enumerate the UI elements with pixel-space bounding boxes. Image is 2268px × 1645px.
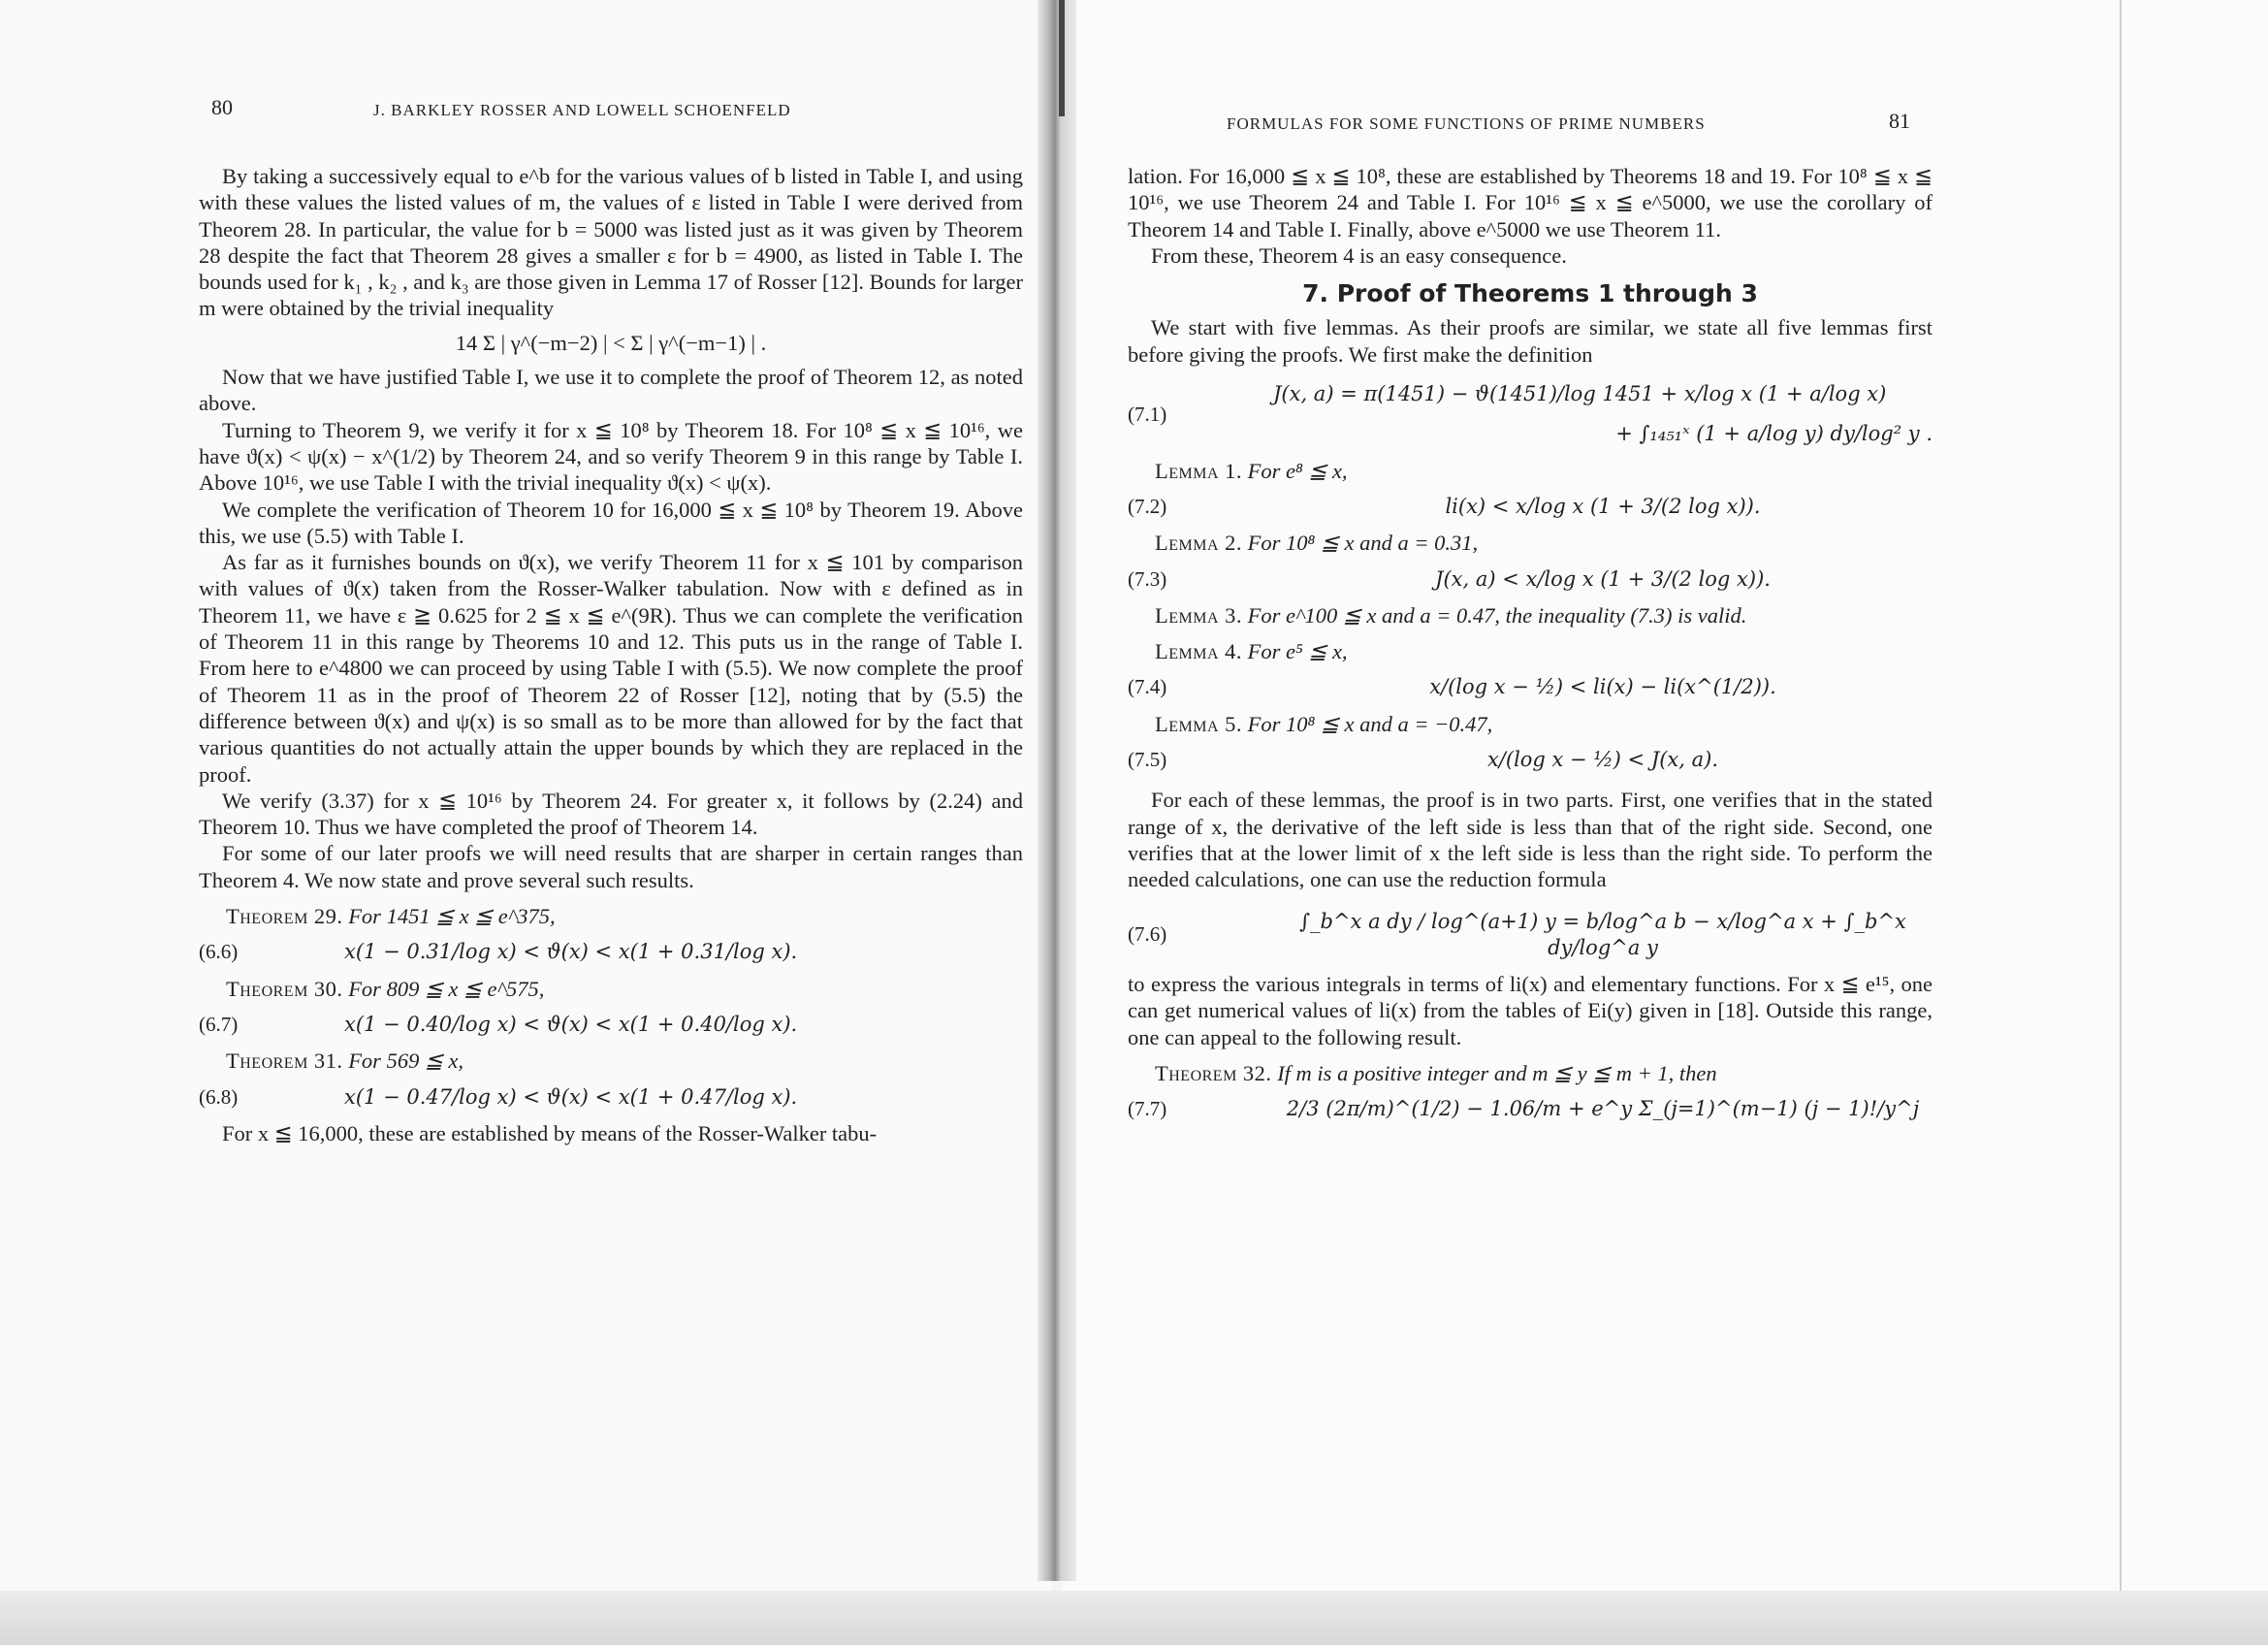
- lemma-hypothesis: For e⁵ ≦ x,: [1247, 639, 1348, 664]
- theorem-30: [226, 976, 1023, 1002]
- equation-number: (7.6): [1128, 922, 1167, 947]
- equation-body: li(x) < x/log x (1 + 3/(2 log x)).: [1445, 494, 1761, 518]
- theorem-hypothesis: For 1451 ≦ x ≦ e^375,: [348, 904, 556, 929]
- equation-number: (7.4): [1128, 675, 1167, 699]
- equation-line: J(x, a) = π(1451) − ϑ(1451)/log 1451 + x/log x (1 + a/log x): [1273, 382, 1887, 406]
- right-text-column: [1128, 163, 1933, 1133]
- equation-body: ∫_b^x a dy / log^(a+1) y = b/log^a b − x/log^a x + ∫_b^x dy/log^a y: [1299, 909, 1906, 959]
- equation-7-3: [1128, 566, 1933, 593]
- paragraph: For some of our later proofs we will need results that are sharper in certain ranges than Theorem 4. We now state and prove several such results.: [199, 841, 1023, 892]
- equation-number: (6.8): [199, 1084, 239, 1109]
- theorem-29: [226, 903, 1023, 929]
- theorem-31: [226, 1048, 1023, 1074]
- theorem-hypothesis: If m is a positive integer and m ≦ y ≦ m + 1, then: [1277, 1061, 1717, 1086]
- paragraph: For each of these lemmas, the proof is in two parts. First, one verifies that in the stated range of x, the derivative of the left side is less than that of the right side. Second, one verifies that at the lower limit of x the left side is less than the right side. To perform the needed calculations, one can use the reduction formula: [1128, 788, 1933, 892]
- equation-body: x(1 − 0.40/log x) < ϑ(x) < x(1 + 0.40/log x).: [344, 1012, 798, 1036]
- equation-number: (7.1): [1128, 402, 1167, 426]
- theorem-label: Theorem 31.: [226, 1048, 343, 1074]
- paragraph: For x ≦ 16,000, these are established by means of the Rosser-Walker tabu-: [222, 1120, 878, 1145]
- paragraph: We complete the verification of Theorem 10 for 16,000 ≦ x ≦ 10⁸ by Theorem 19. Above this, we use (5.5) with Table I.: [199, 497, 1023, 548]
- lemma-hypothesis: For 10⁸ ≦ x and a = 0.31,: [1247, 531, 1479, 556]
- theorem-label: Theorem 32.: [1155, 1061, 1272, 1086]
- gutter-shadow: [1059, 0, 1065, 116]
- lemma-label: Lemma 1.: [1155, 458, 1243, 483]
- lemma-4: [1155, 638, 1933, 664]
- equation-number: (7.7): [1128, 1097, 1167, 1121]
- equation-body: 2/3 (2π/m)^(1/2) − 1.06/m + e^y Σ_(j=1)^(m−1) (j − 1)!/y^j: [1286, 1097, 1920, 1121]
- equation-number: (6.7): [199, 1012, 239, 1036]
- equation-line: + ∫₁₄₅₁ˣ (1 + a/log y) dy/log² y .: [1615, 422, 1933, 446]
- paragraph: Turning to Theorem 9, we verify it for x ≦ 10⁸ by Theorem 18. For 10⁸ ≦ x ≦ 10¹⁶, we have ϑ(x) < ψ(x) − x^(1/2) by Theorem 24, and so verify Theorem 9 in this range by Table I. Above 10¹⁶, we use Table I with the trivial inequality ϑ(x) < ψ(x).: [199, 417, 1023, 496]
- lemma-1: [1155, 458, 1933, 484]
- equation-7-4: [1128, 674, 1933, 700]
- lemma-hypothesis: For e⁸ ≦ x,: [1247, 458, 1348, 483]
- theorem-hypothesis: For 569 ≦ x,: [348, 1048, 464, 1074]
- lemma-label: Lemma 4.: [1155, 639, 1243, 664]
- equation-body: [1273, 381, 1933, 448]
- left-folio: 80: [211, 95, 233, 119]
- equation-body: x(1 − 0.47/log x) < ϑ(x) < x(1 + 0.47/log x).: [344, 1084, 798, 1109]
- equation-number: (6.6): [199, 940, 239, 964]
- paragraph: Now that we have justified Table I, we use it to complete the proof of Theorem 12, as noted above.: [199, 365, 1023, 416]
- equation-number: (7.5): [1128, 748, 1167, 772]
- equation-6-7: [199, 1012, 1023, 1038]
- theorem-hypothesis: For 809 ≦ x ≦ e^575,: [348, 976, 545, 1001]
- paragraph: to express the various integrals in terms of li(x) and elementary functions. For x ≦ e¹⁵, one can get numerical values of li(x) from the tables of Ei(y) given in [18]. Outside this range, one can appeal to the following result.: [1128, 972, 1933, 1049]
- lemma-hypothesis: For e^100 ≦ x and a = 0.47, the inequality (7.3) is valid.: [1247, 602, 1747, 628]
- right-folio: 81: [1889, 109, 1910, 133]
- equation-body: x/(log x − ½) < J(x, a).: [1486, 748, 1719, 772]
- equation-6-6: [199, 939, 1023, 965]
- lemma-2: [1155, 530, 1933, 556]
- lemma-label: Lemma 5.: [1155, 711, 1243, 736]
- trivial-inequality: 14 Σ | γ^(−m−2) | < Σ | γ^(−m−1) | .: [455, 330, 767, 355]
- left-running-head: J. BARKLEY ROSSER AND LOWELL SCHOENFELD: [373, 101, 791, 119]
- scan-bottom-edge: [0, 1591, 2268, 1645]
- lemma-5: [1155, 711, 1933, 737]
- lemma-label: Lemma 3.: [1155, 602, 1243, 628]
- equation-6-8: [199, 1084, 1023, 1111]
- lemma-label: Lemma 2.: [1155, 531, 1243, 556]
- equation-7-6: [1128, 909, 1933, 962]
- paragraph: We verify (3.37) for x ≦ 10¹⁶ by Theorem 24. For greater x, it follows by (2.24) and Theorem 10. Thus we have completed the proof of Theorem 14.: [199, 788, 1023, 840]
- left-text-column: [199, 163, 1023, 1146]
- equation-7-7: [1128, 1096, 1933, 1122]
- equation-7-5: [1128, 747, 1933, 773]
- section-title: 7. Proof of Theorems 1 through 3: [1302, 279, 1758, 308]
- equation-number: (7.3): [1128, 566, 1167, 591]
- theorem-32: [1155, 1060, 1933, 1086]
- equation-body: x/(log x − ½) < li(x) − li(x^(1/2)).: [1429, 675, 1776, 699]
- paragraph: By taking a successively equal to e^b for the various values of b listed in Table I, and using with these values the listed values of m, the values of ε listed in Table I were derived from Theorem 28. In particular, the value for b = 5000 was listed just as it was given by Theorem 28 despite the fact that Theorem 28 gives a smaller ε for b = 4900, as listed in Table I. The bounds used for k₁ , k₂ , and k₃ are those given in Lemma 17 of Rosser [12]. Bounds for larger m were obtained by the trivial inequality: [199, 164, 1023, 321]
- page-edge: [2120, 0, 2122, 1591]
- paragraph: As far as it furnishes bounds on ϑ(x), we verify Theorem 11 for x ≦ 101 by comparison with values of ϑ(x) taken from the Rosser-Walker tabulation. Now with ε defined as in Theorem 11, we have ε ≧ 0.625 for 2 ≦ x ≦ e^(9R). Thus we can complete the verification of Theorem 11 in this range by Theorems 10 and 12. This puts us in the range of Table I. From here to e^4800 we can proceed by using Table I with (5.5). We now complete the proof of Theorem 11 as in the proof of Theorem 22 of Rosser [12], noting that by (5.5) the difference between ϑ(x) and ψ(x) is so small as to be more than allowed for by the fact that various quantities do not actually attain the upper bounds by which they are replaced in the proof.: [199, 550, 1023, 787]
- equation-7-1: [1128, 381, 1933, 448]
- equation-body: J(x, a) < x/log x (1 + 3/(2 log x)).: [1435, 566, 1771, 591]
- lemma-3: [1155, 602, 1933, 629]
- equation-number: (7.2): [1128, 494, 1167, 518]
- lemma-hypothesis: For 10⁸ ≦ x and a = −0.47,: [1247, 711, 1493, 736]
- paragraph: We start with five lemmas. As their proofs are similar, we state all five lemmas first before giving the proofs. We first make the definition: [1128, 315, 1933, 367]
- book-gutter: [1038, 0, 1076, 1581]
- equation-body: x(1 − 0.31/log x) < ϑ(x) < x(1 + 0.31/log x).: [344, 940, 798, 964]
- theorem-label: Theorem 29.: [226, 904, 343, 929]
- paragraph: From these, Theorem 4 is an easy consequence.: [1151, 242, 1567, 268]
- theorem-label: Theorem 30.: [226, 976, 343, 1001]
- paragraph: lation. For 16,000 ≦ x ≦ 10⁸, these are established by Theorems 18 and 19. For 10⁸ ≦ x ≦ 10¹⁶, we use Theorem 24 and Table I. For 10¹⁶ ≦ x ≦ e^5000, we use the corollary of Theorem 14 and Table I. Finally, above e^5000 we use Theorem 11.: [1128, 164, 1933, 242]
- right-running-head: FORMULAS FOR SOME FUNCTIONS OF PRIME NUMBERS: [1227, 114, 1706, 133]
- equation-7-2: [1128, 494, 1933, 520]
